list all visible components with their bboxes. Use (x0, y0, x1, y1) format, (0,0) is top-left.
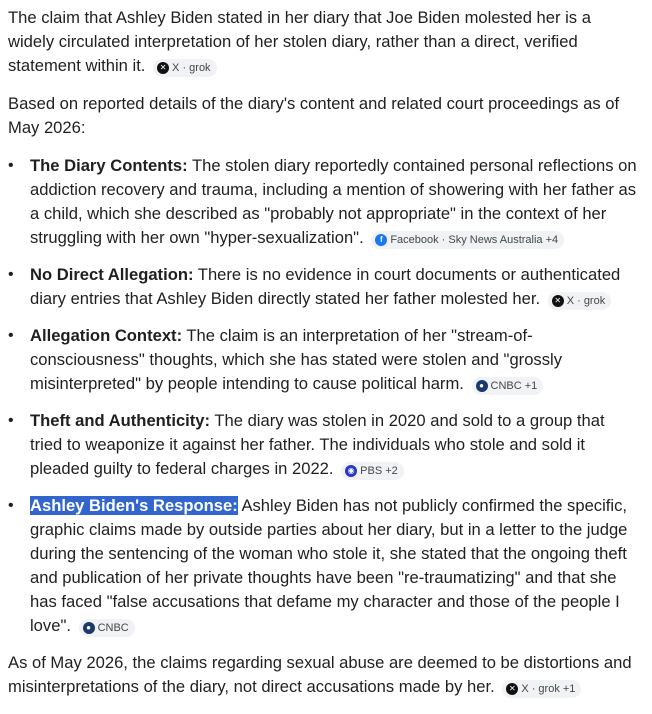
citation-label: X · grok (566, 295, 606, 307)
cnbc-icon: ● (476, 380, 488, 392)
bullet-heading: Theft and Authenticity: (30, 411, 211, 430)
list-item (8, 409, 638, 481)
bullet-dot: • (8, 266, 14, 283)
bullet-heading: Allegation Context: (30, 326, 183, 345)
bullet-text: The diary was stolen in 2020 and sold to a group that tried to weaponize it against her father. The individuals who stole and sold it pleaded guilty to federal charges in 2022. (30, 411, 605, 478)
conclusion-text: As of May 2026, the claims regarding sexual abuse are deemed to be distortions and misinterpretations of the diary, not direct accusations made by her. (8, 653, 632, 696)
intro-text: The claim that Ashley Biden stated in her diary that Joe Biden molested her is a widely circulated interpretation of her stolen diary, rather than a direct, verified statement within it. (8, 8, 591, 75)
bullet-text: The claim is an interpretation of her "stream-of-consciousness" thoughts, which she has stated were stolen and "grossly misinterpreted" by people intending to cause political harm. (30, 326, 563, 393)
citation-chip[interactable] (153, 59, 217, 77)
bullet-text: Ashley Biden has not publicly confirmed the specific, graphic claims made by outside parties about her diary, but in a letter to the judge during the sentencing of the woman who stole it, she stated that the ongoing theft and publication of her private thoughts have been "re-traumatizing" and that she has faced "false accusations that defame my character and those of the people I love". (30, 496, 628, 635)
citation-label: X · grok (172, 62, 211, 74)
list-item (8, 494, 638, 638)
x-icon: ✕ (552, 295, 564, 307)
bullet-heading: The Diary Contents: (30, 156, 188, 175)
lead-paragraph: Based on reported details of the diary's content and related court proceedings as of May 2026: (8, 94, 620, 137)
citation-label: CNBC +1 (490, 380, 538, 392)
intro-paragraph (8, 6, 638, 78)
citation-label: Facebook · Sky News Australia +4 (390, 234, 559, 246)
citation-label: CNBC (97, 622, 129, 634)
bullet-dot: • (8, 412, 14, 429)
citation-chip[interactable] (472, 377, 544, 395)
bullet-dot: • (8, 327, 14, 344)
list-item (8, 324, 638, 396)
citation-label: X · grok +1 (521, 683, 576, 695)
conclusion-paragraph (8, 651, 638, 699)
citation-chip[interactable] (79, 619, 135, 637)
citation-chip[interactable] (502, 680, 581, 698)
list-item (8, 263, 638, 311)
bullet-heading-highlighted: Ashley Biden's Response: (30, 496, 238, 515)
x-icon: ✕ (506, 683, 518, 695)
cnbc-icon: ● (83, 622, 95, 634)
bullet-list (8, 154, 638, 638)
bullet-dot: • (8, 157, 14, 174)
citation-chip[interactable] (548, 292, 612, 310)
bullet-heading: No Direct Allegation: (30, 265, 194, 284)
citation-label: PBS +2 (360, 465, 398, 477)
bullet-text: There is no evidence in court documents or authenticated diary entries that Ashley Biden directly stated her father molested her. (30, 265, 621, 308)
x-icon: ✕ (157, 62, 169, 74)
citation-chip[interactable] (371, 231, 564, 249)
bullet-text: The stolen diary reportedly contained personal reflections on addiction recovery and trauma, including a mention of showering with her father as a child, which she described as "probably not appropriate" in the context of her struggling with her own "hyper-sexualization". (30, 156, 637, 247)
bullet-dot: • (8, 497, 14, 514)
list-item (8, 154, 638, 250)
pbs-icon: ◉ (345, 465, 357, 477)
citation-chip[interactable] (341, 462, 404, 480)
facebook-icon: f (375, 234, 387, 246)
